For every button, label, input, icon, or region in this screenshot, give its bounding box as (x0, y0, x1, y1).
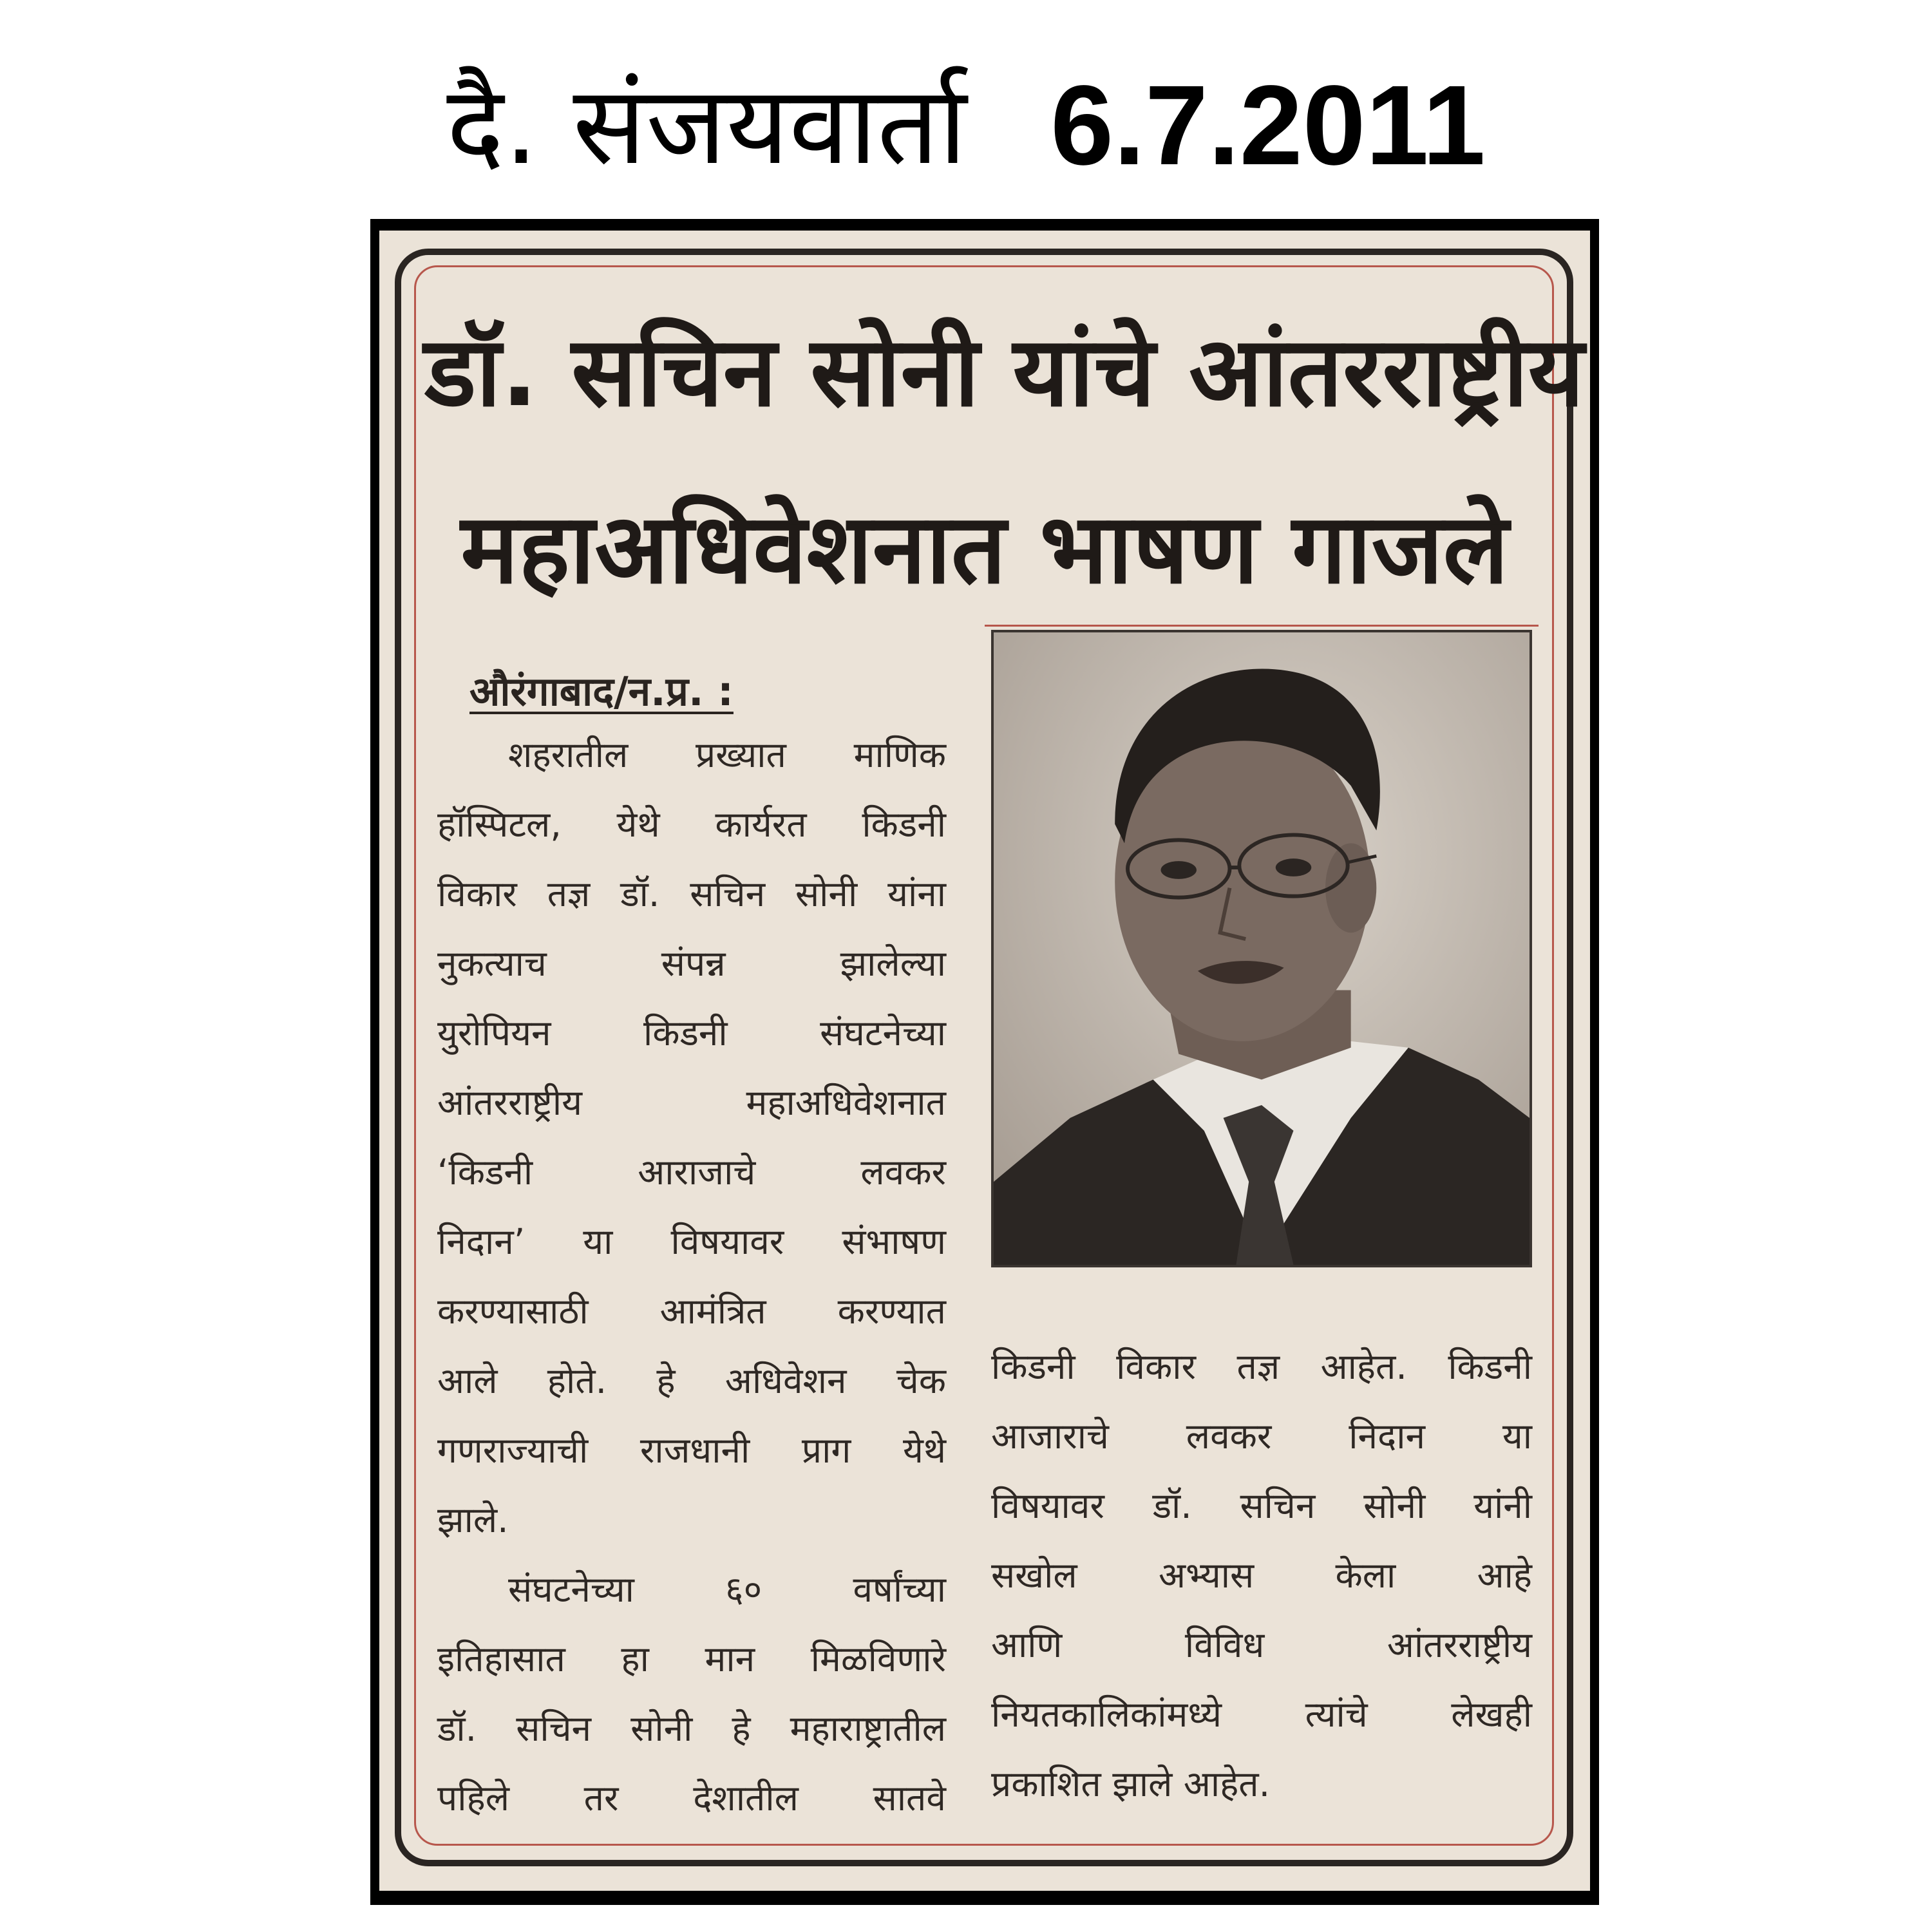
portrait-illustration (994, 632, 1530, 1265)
text-line: आजाराचे लवकर निदान या (991, 1416, 1532, 1457)
newspaper-name: दै. संजयवार्ता (446, 62, 967, 189)
text-line: गणराज्याची राजधानी प्राग येथे (437, 1430, 946, 1471)
text-line: विषयावर डॉ. सचिन सोनी यांनी (991, 1485, 1532, 1526)
text-line: प्रकाशित झाले आहेत. (991, 1763, 1271, 1804)
text-line: निदान’ या विषयावर संभाषण (437, 1221, 946, 1262)
text-line: शहरातील प्रख्यात माणिक (508, 734, 946, 775)
text-line: विकार तज्ञ डॉ. सचिन सोनी यांना (437, 873, 946, 914)
dateline: औरंगाबाद/न.प्र. : (469, 668, 734, 715)
text-line: डॉ. सचिन सोनी हे महाराष्ट्रातील (437, 1708, 946, 1749)
text-line: किडनी विकार तज्ञ आहेत. किडनी (991, 1346, 1532, 1387)
text-line: पहिले तर देशातील सातवे (437, 1777, 946, 1819)
text-line: ‘किडनी आराजाचे लवकर (437, 1151, 946, 1193)
text-line: नियतकालिकांमध्ये त्यांचे लेखही (991, 1694, 1532, 1735)
text-line: आले होते. हे अधिवेशन चेक (437, 1360, 946, 1401)
text-line: करण्यासाठी आमंत्रित करण्यात (437, 1291, 946, 1332)
photo-top-rule (985, 625, 1539, 627)
clipping-paper (379, 231, 1590, 1891)
text-line: झाले. (437, 1499, 509, 1540)
headline-line-1: डॉ. सचिन सोनी यांचे आंतरराष्ट्रीय (424, 316, 1584, 428)
headline-line-2: महाअधिवेशनात भाषण गाजले (460, 493, 1509, 605)
masthead (0, 61, 1932, 190)
text-line: हॉस्पिटल, येथे कार्यरत किडनी (437, 804, 946, 845)
text-line: आंतरराष्ट्रीय महाअधिवेशनात (437, 1082, 946, 1123)
right-column (991, 1332, 1532, 1819)
portrait-photo (991, 630, 1532, 1267)
publication-date: 6.7.2011 (1050, 62, 1486, 189)
text-line: सखोल अभ्यास केला आहे (991, 1555, 1532, 1596)
text-line: नुकत्याच संपन्न झालेल्या (437, 943, 946, 984)
text-line: संघटनेच्या ६० वर्षांच्या (508, 1569, 946, 1610)
text-line: इतिहासात हा मान मिळविणारे (437, 1638, 946, 1680)
text-line: आणि विविध आंतरराष्ट्रीय (991, 1624, 1532, 1665)
newspaper-clipping (370, 219, 1599, 1905)
text-line: युरोपियन किडनी संघटनेच्या (437, 1012, 946, 1054)
left-column (437, 720, 946, 1833)
